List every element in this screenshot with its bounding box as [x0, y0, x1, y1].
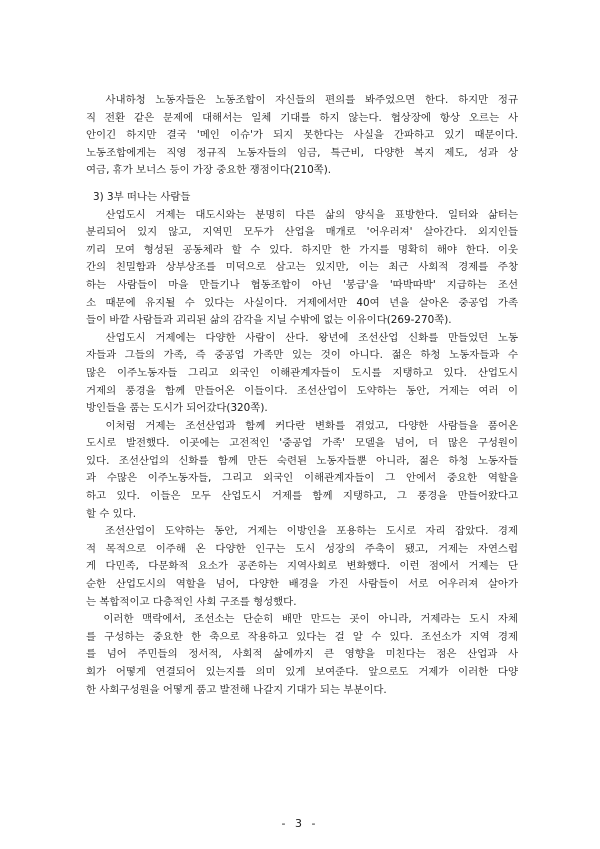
- paragraph-industrial-city: [86, 207, 518, 330]
- paragraph-inclusive-city: [86, 523, 518, 611]
- text-line: 이러한 맥락에서, 조선소는 단순히 배만 만드는 곳이 아니라, 거제라는 도시 자체: [86, 613, 518, 626]
- paragraph-subcontract-workers: [86, 92, 518, 180]
- text-line: 분리되어 있지 않고, 지역민 모두가 산업을 매개로 '어우러져' 살아간다. 외지인들: [86, 226, 518, 239]
- text-line: 산업도시 거제에는 다양한 사람이 산다. 왕년에 조선산업 신화를 만들었던 노동: [86, 331, 518, 344]
- body-text: [86, 92, 518, 699]
- text-line: 안이긴 하지만 결국 '메인 이슈'가 되지 못한다는 사실을 간파하고 있기 때문이다.: [86, 129, 518, 142]
- text-line: 게 다민족, 다문화적 요소가 공존하는 지역사회로 변화했다. 이런 점에서 거제는 단: [86, 560, 518, 573]
- text-line: 를 넘어 주민들의 정서적, 사회적 삶에까지 큰 영향을 미친다는 점은 산업과 사: [86, 648, 518, 661]
- text-line: 거제의 풍경을 함께 만들어온 이들이다. 조선산업이 도약하는 동안, 거제는 여러 이: [86, 384, 518, 397]
- text-line: 순한 산업도시의 역할을 넘어, 다양한 배경을 가진 사람들이 서로 어우러져 살아가: [86, 578, 518, 591]
- text-line: 끼리 모여 형성된 공동체라 할 수 있다. 하지만 한 가지를 명확히 해야 한다. 이웃: [86, 243, 518, 256]
- text-line: 적 목적으로 이주해 온 다양한 인구는 도시 성장의 주축이 됐고, 거제는 자연스럽: [86, 542, 518, 555]
- text-line: 를 구성하는 중요한 한 축으로 작용하고 있다는 걸 알 수 있다. 조선소가 지역 경제: [86, 630, 518, 643]
- text-line: 조선산업이 도약하는 동안, 거제는 이방인을 포용하는 도시로 자리 잡았다. 경제: [86, 525, 518, 538]
- text-line: 는 복합적이고 다층적인 사회 구조를 형성했다.: [86, 595, 297, 608]
- paragraph-geoje-change: [86, 418, 518, 524]
- page-number: - 3 -: [281, 817, 319, 830]
- paragraph-conclusion: [86, 611, 518, 699]
- section-heading: 3) 3부 떠나는 사람들: [93, 190, 191, 203]
- text-line: 할 수 있다.: [86, 507, 137, 520]
- text-line: 도시로 발전했다. 이곳에는 고전적인 '중공업 가족' 모델을 넘어, 더 많은 구성원이: [86, 437, 518, 450]
- text-line: 노동조합에게는 직영 정규직 노동자들의 임금, 특근비, 다양한 복지 제도, 성과 상: [86, 146, 518, 159]
- text-line: 과 수많은 이주노동자들, 그리고 외국인 이해관계자들이 그 안에서 중요한 역할을: [86, 472, 518, 485]
- text-line: 방인들을 품는 도시가 되어갔다(320쪽).: [86, 402, 268, 415]
- text-line: 이처럼 거제는 조선산업과 함께 커다란 변화를 겪었고, 다양한 사람들을 품어온: [86, 419, 518, 432]
- text-line: 사내하청 노동자들은 노동조합이 자신들의 편의를 봐주었으면 한다. 하지만 정규: [86, 94, 518, 106]
- text-line: 자들과 그들의 가족, 즉 중공업 가족만 있는 것이 아니다. 젊은 하청 노동자들과 수: [86, 349, 518, 362]
- text-line: 한 사회구성원을 어떻게 품고 발전해 나갈지 기대가 되는 부분이다.: [86, 683, 387, 696]
- text-line: 회가 어떻게 연결되어 있는지를 의미 있게 보여준다. 앞으로도 거제가 이러한 다양: [86, 666, 518, 678]
- text-line: 직 전환 같은 문제에 대해서는 일체 기대를 하지 않는다. 협상장에 항상 오르는 사: [86, 111, 518, 124]
- text-line: 간의 친밀함과 상부상조를 미덕으로 삼고는 있지만, 이는 최근 사회적 경제를 주창: [86, 261, 518, 274]
- text-line: 산업도시 거제는 대도시와는 분명히 다른 삶의 양식을 표방한다. 일터와 삶터는: [86, 208, 518, 221]
- paragraph-diverse-people: [86, 330, 518, 418]
- text-line: 하는 사람들이 마을 만들기나 협동조합이 아닌 '봉급'을 '따박따박' 지급하는 조선: [86, 278, 518, 291]
- text-line: 있다. 조선산업의 신화를 함께 만든 숙련된 노동자들뿐 아니라, 젊은 하청 노동자들: [86, 454, 518, 467]
- text-line: 들이 바깥 사람들과 괴리된 삶의 감각을 지닐 수밖에 없는 이유이다(269-270쪽).: [86, 314, 452, 327]
- text-line: 여금, 휴가 보너스 등이 가장 중요한 쟁점이다(210쪽).: [86, 164, 332, 177]
- text-line: 많은 이주노동자들 그리고 외국인 이해관계자들이 도시를 지탱하고 있다. 산업도시: [86, 366, 518, 379]
- paragraph-gap: [86, 180, 518, 189]
- text-line: 소 때문에 유지될 수 있다는 사실이다. 거제에서만 40여 년을 살아온 중공업 가족: [86, 296, 518, 309]
- text-line: 하고 있다. 이들은 모두 산업도시 거제를 함께 지탱하고, 그 풍경을 만들어왔다고: [86, 490, 518, 503]
